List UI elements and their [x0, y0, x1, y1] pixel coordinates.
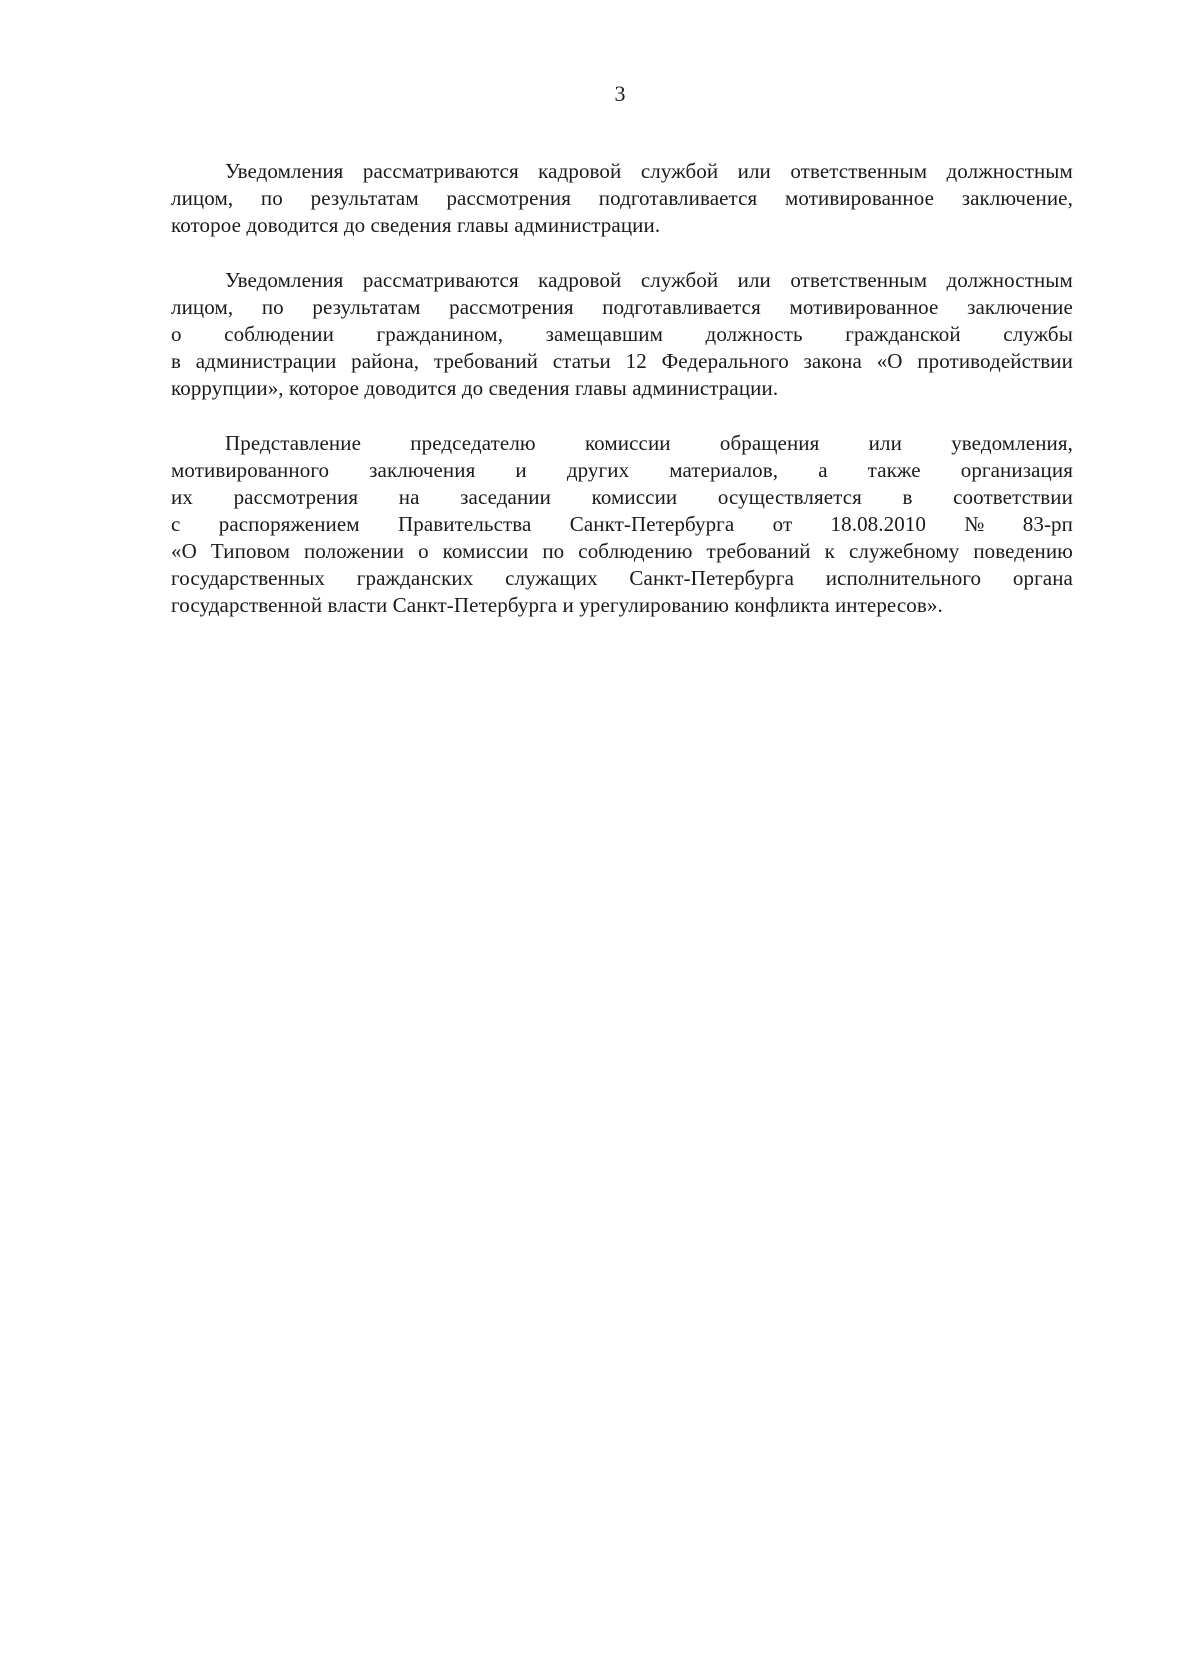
word: и [515, 458, 527, 482]
word: по [260, 186, 283, 210]
word: ответственным [790, 159, 928, 183]
word: поведению [973, 539, 1073, 563]
word: 12 [625, 349, 647, 373]
word: службой [640, 268, 719, 292]
word: исполнительного [825, 566, 982, 590]
word: службы [1003, 322, 1073, 346]
paragraph-line [171, 267, 1073, 294]
word: «О [876, 349, 903, 373]
paragraph-line [171, 484, 1073, 511]
word: от [772, 512, 793, 536]
word: организация [960, 458, 1073, 482]
word: лицом, [171, 295, 234, 319]
word: к [824, 539, 835, 563]
word: уведомления, [951, 431, 1073, 455]
word: рассмотрения [233, 485, 359, 509]
word: комиссии [591, 485, 678, 509]
word: а [818, 458, 828, 482]
paragraph-line [171, 457, 1073, 484]
paragraph-line [171, 511, 1073, 538]
word: председателю [410, 431, 536, 455]
word: 18.08.2010 [830, 512, 927, 536]
word: рассматриваются [362, 268, 519, 292]
word: по [261, 295, 284, 319]
word: комиссии [442, 539, 529, 563]
word: также [867, 458, 921, 482]
word: лицом, [171, 186, 234, 210]
word: Представление [225, 431, 362, 455]
word: соблюдении [224, 322, 334, 346]
word: кадровой [538, 159, 622, 183]
word: ответственным [790, 268, 928, 292]
word: Уведомления [225, 159, 344, 183]
word: других [566, 458, 630, 482]
word: района, [351, 349, 420, 373]
word: служебному [848, 539, 960, 563]
word: Типовом [210, 539, 291, 563]
word: гражданской [845, 322, 961, 346]
word: заключение [967, 295, 1073, 319]
word: кадровой [538, 268, 622, 292]
page-number: 3 [614, 81, 626, 106]
paragraph-line [171, 348, 1073, 375]
word: комиссии [584, 431, 671, 455]
word: о [171, 322, 182, 346]
document-body [171, 158, 1073, 647]
word: соблюдению [578, 539, 693, 563]
word: замещавшим [545, 322, 663, 346]
word: результатам [312, 295, 421, 319]
word: статьи [552, 349, 611, 373]
paragraph-line [171, 294, 1073, 321]
paragraph-line [171, 565, 1073, 592]
word: на [398, 485, 420, 509]
word: мотивированное [789, 295, 939, 319]
word: Санкт-Петербурга [629, 566, 794, 590]
word: служащих [505, 566, 598, 590]
word: с [171, 512, 181, 536]
word: закона [803, 349, 862, 373]
word: органа [1012, 566, 1073, 590]
word: результатам [310, 186, 419, 210]
paragraph-line: коррупции», которое доводится до сведения главы администрации. [171, 376, 779, 400]
paragraph-line [171, 321, 1073, 348]
word: или [737, 268, 771, 292]
word: подготавливается [602, 295, 761, 319]
word: или [737, 159, 771, 183]
word: рассматриваются [362, 159, 519, 183]
word: требований [433, 349, 539, 373]
word: их [171, 485, 193, 509]
word: заключение, [961, 186, 1073, 210]
word: распоряжением [218, 512, 360, 536]
word: государственных [171, 566, 326, 590]
word: или [868, 431, 902, 455]
word: в [171, 349, 182, 373]
word: материалов, [669, 458, 779, 482]
word: по [542, 539, 565, 563]
paragraph-line: которое доводится до сведения главы администрации. [171, 213, 661, 237]
word: заседании [460, 485, 551, 509]
word: Уведомления [225, 268, 344, 292]
word: обращения [719, 431, 820, 455]
paragraph-line [171, 158, 1073, 185]
word: Санкт-Петербурга [569, 512, 735, 536]
word: службой [640, 159, 719, 183]
word: гражданских [356, 566, 474, 590]
word: Правительства [398, 512, 532, 536]
word: рассмотрения [446, 186, 572, 210]
word: положении [304, 539, 405, 563]
word: рассмотрения [449, 295, 574, 319]
word: «О [171, 539, 197, 563]
paragraph-line [171, 185, 1073, 212]
word: подготавливается [598, 186, 758, 210]
paragraph-line [171, 430, 1073, 457]
word: осуществляется [717, 485, 862, 509]
paragraph-1 [171, 158, 1073, 239]
paragraph-2 [171, 267, 1073, 402]
word: должность [705, 322, 803, 346]
word: № [964, 512, 985, 536]
word: должностным [946, 268, 1073, 292]
word: мотивированное [785, 186, 934, 210]
word: мотивированного [171, 458, 330, 482]
word: заключения [369, 458, 476, 482]
word: должностным [946, 159, 1073, 183]
paragraph-line [171, 538, 1073, 565]
paragraph-3 [171, 430, 1073, 619]
word: требований [706, 539, 811, 563]
word: противодействии [917, 349, 1073, 373]
word: в [902, 485, 913, 509]
word: 83-рп [1022, 512, 1073, 536]
word: о [418, 539, 429, 563]
word: администрации [195, 349, 337, 373]
word: Федерального [661, 349, 789, 373]
word: гражданином, [376, 322, 504, 346]
paragraph-line: государственной власти Санкт-Петербурга и урегулированию конфликта интересов». [171, 593, 943, 617]
word: соответствии [953, 485, 1073, 509]
